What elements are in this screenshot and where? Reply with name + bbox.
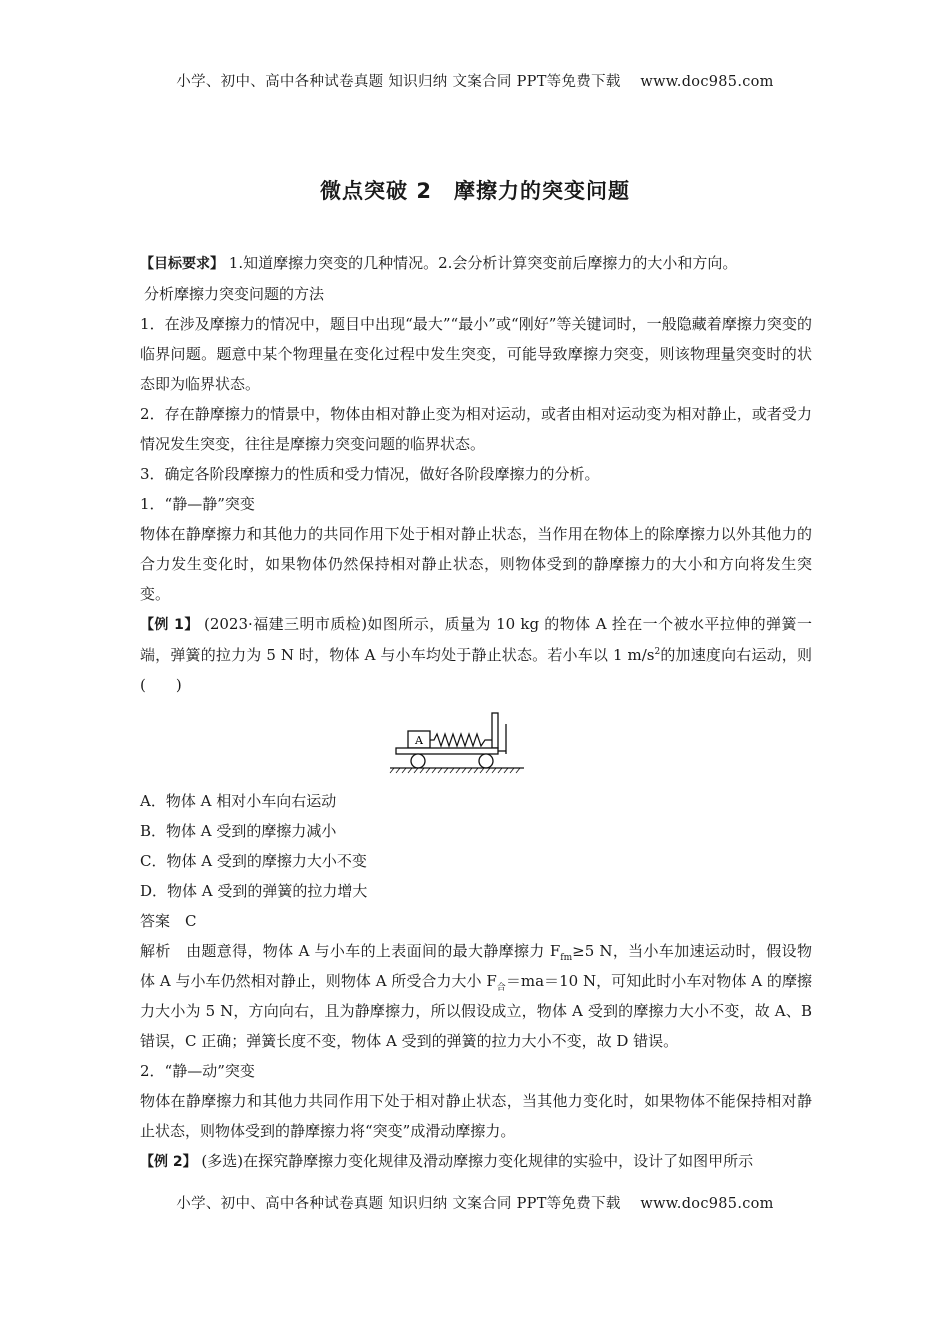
page-footer: 小学、初中、高中各种试卷真题 知识归纳 文案合同 PPT等免费下载 www.doc985.com <box>176 1196 774 1212</box>
analysis-sub-2: 合 <box>496 983 506 993</box>
option-b: B．物体 A 受到的摩擦力减小 <box>140 822 337 840</box>
analysis-sub-1: fm <box>560 953 573 963</box>
method-1: 1．在涉及摩擦力的情况中，题目中出现“最大”“最小”或“刚好”等关键词时，一般隐藏着摩擦力突变的临界问题。题意中某个物理量在变化过程中发生突变，可能导致摩擦力突变，则该物理量突变时的状态即为临界状态。 <box>140 315 812 393</box>
example1-label: 【例 1】 <box>140 617 199 633</box>
example2-stem <box>140 1146 812 1177</box>
goal-text: 1.知道摩擦力突变的几种情况。2.会分析计算突变前后摩擦力的大小和方向。 <box>228 254 738 272</box>
cart-spring-figure <box>140 708 812 780</box>
method-3: 3．确定各阶段摩擦力的性质和受力情况，做好各阶段摩擦力的分析。 <box>140 465 600 483</box>
section2-heading: 2．“静—动”突变 <box>140 1062 255 1080</box>
answer-label: 答案 <box>140 912 171 930</box>
example1-stem <box>140 609 812 700</box>
page-title: 微点突破 2 摩擦力的突变问题 <box>320 179 630 203</box>
analysis-paragraph <box>140 936 812 1056</box>
option-a: A．物体 A 相对小车向右运动 <box>140 792 337 810</box>
option-d: D．物体 A 受到的弹簧的拉力增大 <box>140 882 368 900</box>
cart-body <box>396 748 498 754</box>
ground-hatching <box>390 768 520 773</box>
spring <box>430 734 492 746</box>
example1-text-a: 如图所示，质量为 10 kg 的物体 A 拴在一个被水平拉伸的弹簧一端，弹簧的拉力为 5 N 时，物体 A 与小车均处于静止状态。若小车以 1 m/s <box>140 615 812 664</box>
main-content <box>140 248 812 1177</box>
answer-line <box>140 906 812 936</box>
section1-text: 物体在静摩擦力和其他力的共同作用下处于相对静止状态，当作用在物体上的除摩擦力以外其他力的合力发生变化时，如果物体仍然保持相对静止状态，则物体受到的静摩擦力的大小和方向将发生突变。 <box>140 525 812 603</box>
section1-heading: 1．“静—静”突变 <box>140 495 255 513</box>
example1-source: (2023·福建三明市质检) <box>203 615 368 633</box>
analysis-part-3: ＝ma＝10 N，可知此时小车对物体 A 的摩擦力大小为 5 N，方向向右，且为静摩擦力，所以假设成立，物体 A 受到的摩擦力大小不变，故 A、B 错误，C 正确；弹簧长度不变，物体 A 受到的弹簧的拉力大小不变，故 D 错误。 <box>140 972 812 1050</box>
example2-text: (多选)在探究静摩擦力变化规律及滑动摩擦力变化规律的实验中，设计了如图甲所示 <box>201 1152 754 1170</box>
analysis-part-1: 由题意得，物体 A 与小车的上表面间的最大静摩擦力 F <box>186 942 561 960</box>
wheel-right <box>479 754 493 768</box>
example1-text-b: 的加速度向右运动，则( ) <box>140 646 812 694</box>
goal-label: 【目标要求】 <box>140 256 224 272</box>
method-title: 分析摩擦力突变问题的方法 <box>144 285 325 303</box>
page-header: 小学、初中、高中各种试卷真题 知识归纳 文案合同 PPT等免费下载 www.doc985.com <box>176 74 774 90</box>
cart-diagram <box>388 710 528 776</box>
method-2: 2．存在静摩擦力的情景中，物体由相对静止变为相对运动，或者由相对运动变为相对静止，或者受力情况发生突变，往往是摩擦力突变问题的临界状态。 <box>140 405 812 453</box>
goal-paragraph <box>140 248 812 279</box>
option-c: C．物体 A 受到的摩擦力大小不变 <box>140 852 367 870</box>
example2-label: 【例 2】 <box>140 1154 197 1170</box>
answer-value: C <box>185 912 197 930</box>
analysis-part-2: ≥5 N，当小车加速运动时，假设物体 A 与小车仍然相对静止，则物体 A 所受合力大小 F <box>140 942 812 990</box>
analysis-label: 解析 <box>140 942 171 960</box>
section2-text: 物体在静摩擦力和其他力共同作用下处于相对静止状态，当其他力变化时，如果物体不能保持相对静止状态，则物体受到的静摩擦力将“突变”成滑动摩擦力。 <box>140 1092 812 1140</box>
block-a-label: A <box>415 734 423 747</box>
example1-text-sup: 2 <box>654 647 661 657</box>
cart-wall <box>492 713 498 748</box>
wheel-left <box>411 754 425 768</box>
